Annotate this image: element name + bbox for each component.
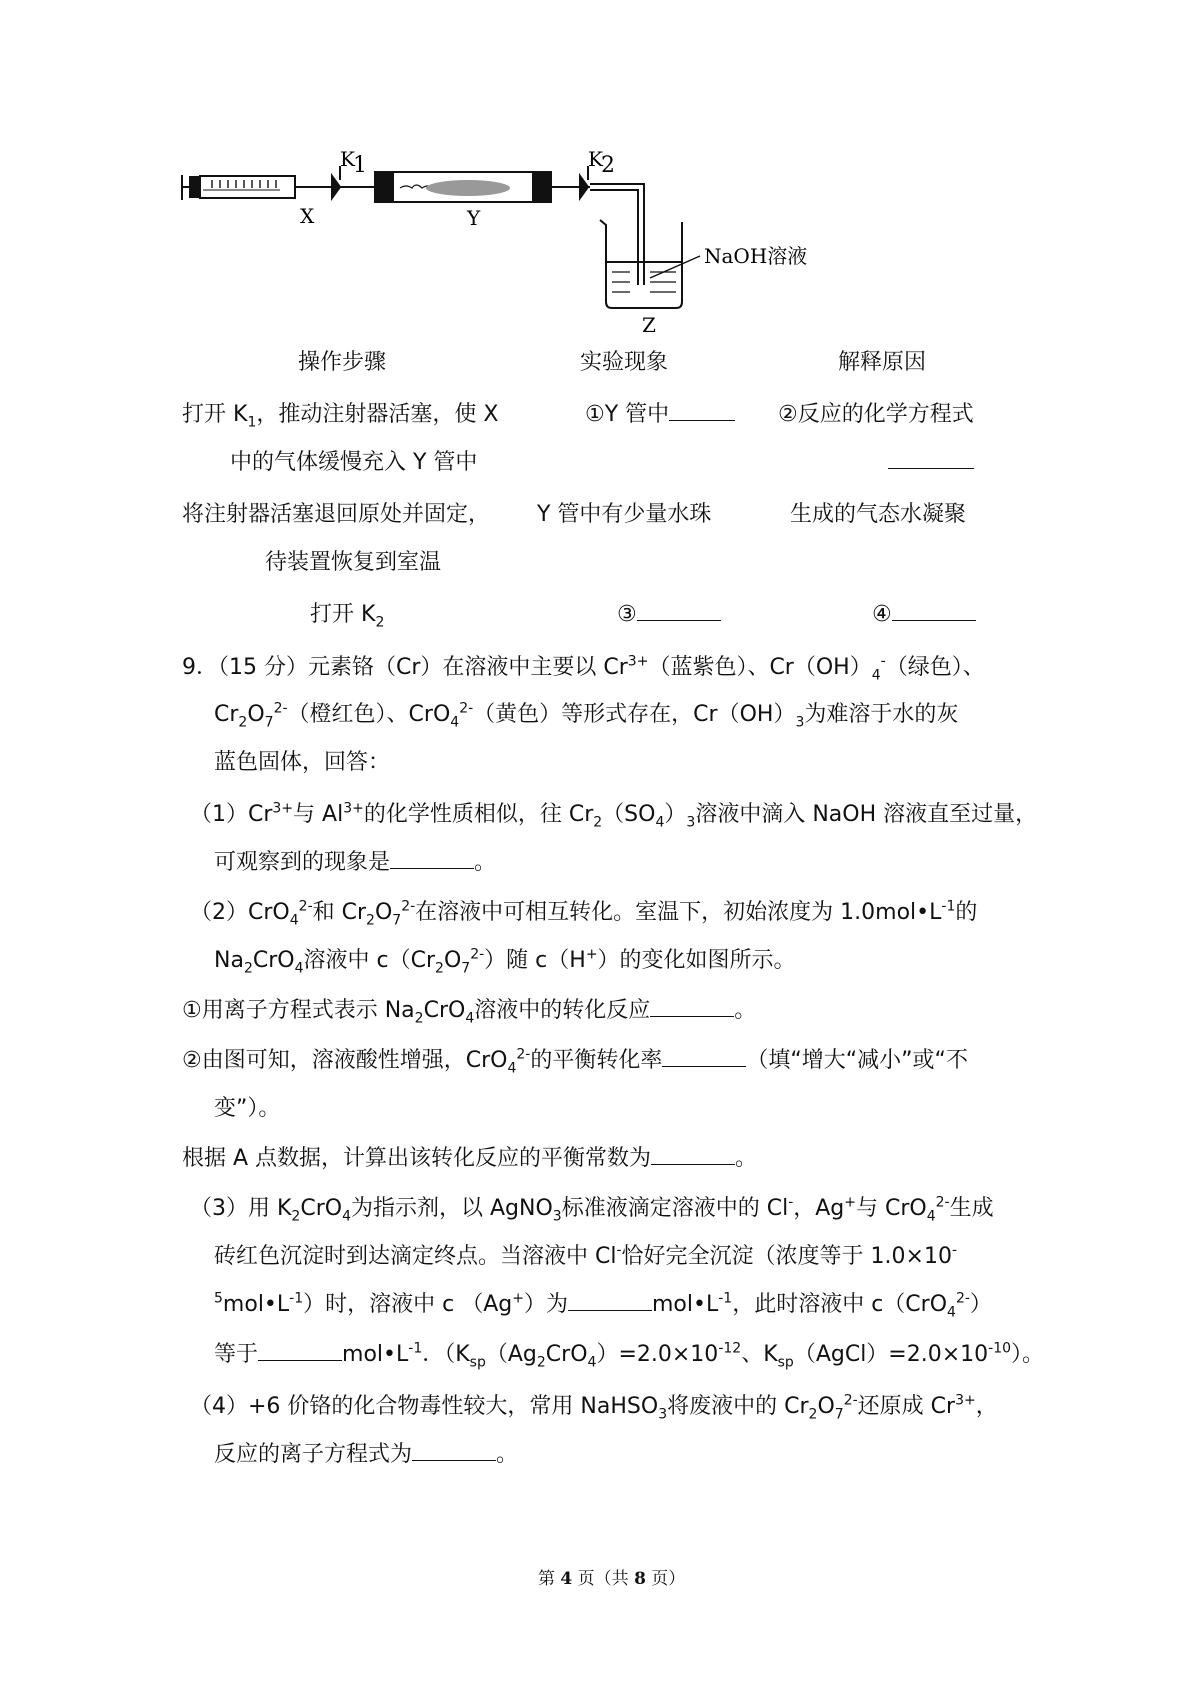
table-header-phenomenon: 实验现象 xyxy=(580,350,669,375)
row3-reason: ④ xyxy=(872,600,976,630)
apparatus-diagram xyxy=(0,0,1200,340)
row1-phenomenon: ①Y 管中 xyxy=(585,400,735,430)
valve-k2 xyxy=(580,166,588,198)
q9-part4: （4）+6 价铬的化合物毒性较大，常用 NaHSO$_3$将废液中的 $Cr_2O_7^{2-}$还原成 $Cr^{3+}$， xyxy=(190,1392,998,1423)
q9-part4-line2: 反应的离子方程式为 。 xyxy=(214,1442,519,1467)
row1-reason-blank xyxy=(888,448,974,478)
row3-operation: 打开 $K_2$ xyxy=(310,602,385,631)
q9-intro-line2: $Cr_2O_7^{2-}$（橙红色）、CrO$_4^{2-}$（黄色）等形式存在，$Cr(OH)_3$为难溶于水的灰 xyxy=(214,700,959,731)
outlet-tube xyxy=(590,184,644,285)
q9-part3-line2: 砖红色沉淀时到达滴定终点。当溶液中 Cl-恰好完全沉淀（浓度等于 1.0×10- xyxy=(214,1242,958,1269)
row1-reason: ②反应的化学方程式 xyxy=(778,402,974,427)
q9-part2-q3: 根据 A 点数据，计算出该转化反应的平衡常数为 。 xyxy=(182,1146,758,1171)
valve-k1 xyxy=(332,166,340,198)
tube-y xyxy=(340,172,590,202)
row1-operation-line2: 中的气体缓慢充入 Y 管中 xyxy=(230,450,478,475)
label-k1: K1 xyxy=(340,147,367,178)
q9-part2: （2）CrO$_4^{2-}$和 $Cr_2O_7^{2-}$在溶液中可相互转化。室温下，初始浓度为 $1.0mol•L^{-1}$的 xyxy=(190,898,978,929)
q9-intro-line1: 9．（15 分）元素铬（Cr）在溶液中主要以 $Cr^{3+}$（蓝紫色）、$Cr(OH)_4^-$（绿色）、 xyxy=(182,653,985,684)
q9-intro-line3: 蓝色固体，回答： xyxy=(214,750,391,775)
table-header-reason: 解释原因 xyxy=(838,350,927,375)
q9-part2-q2: ②由图可知，溶液酸性增强，CrO$_4^{2-}$的平衡转化率 （填“增大“减小”或“不 xyxy=(182,1046,968,1077)
q9-part1: $(1)Cr^{3+}$与 $Al^{3+}$的化学性质相似，往 $Cr_2(SO_4)_3$溶液中滴入 NaOH 溶液直至过量， xyxy=(190,800,1038,831)
row2-operation-line2: 待装置恢复到室温 xyxy=(265,550,442,575)
page-footer: 第 4 页（共 8 页） xyxy=(538,1569,686,1589)
label-naoh: NaOH溶液 xyxy=(704,244,808,268)
label-y: Y xyxy=(467,206,481,230)
q9-part3-line3: $^5mol•L^{-1}$）时，溶液中 c （Ag+）为 $mol•L^{-1}$，此时溶液中 c（CrO$_4^{2-}$） xyxy=(214,1290,992,1321)
q9-part3-line4: 等于 $mol•L^{-1}$．（$K_{sp}(Ag_2CrO_4)=2.0\times 10^{-12}$、$K_{sp}(AgCl)=2.0\times 10^{-10}$）。 xyxy=(214,1340,1045,1371)
row1-operation: 打开 $K_1$，推动注射器活塞，使 X xyxy=(182,402,499,431)
row2-phenomenon: Y 管中有少量水珠 xyxy=(537,502,712,527)
q9-part3: （3）用 $K_2CrO_4$为指示剂，以 AgNO$_3$标准液滴定溶液中的 Cl-，Ag+与 CrO$_4^{2-}$生成 xyxy=(190,1194,994,1225)
syringe-x xyxy=(182,175,340,200)
row2-operation: 将注射器活塞退回原处并固定， xyxy=(182,502,491,527)
label-z: Z xyxy=(642,313,656,337)
q9-part2-line2: $Na_2CrO_4$溶液中 $c(Cr_2O_7^{2-})$随 c（H+）的变化如图所示。 xyxy=(214,946,796,977)
table-header-operation: 操作步骤 xyxy=(298,350,387,375)
row2-reason: 生成的气态水凝聚 xyxy=(790,502,967,527)
beaker-z xyxy=(600,220,700,308)
label-k2: K2 xyxy=(588,147,615,178)
row3-phenomenon: ③ xyxy=(617,600,721,630)
q9-part2-q1: ①用离子方程式表示 $Na_2CrO_4$溶液中的转化反应 。 xyxy=(182,998,757,1027)
label-x: X xyxy=(300,204,315,228)
q9-part1-line2: 可观察到的现象是 。 xyxy=(214,850,497,875)
q9-part2-q2-line2: 变”）。 xyxy=(214,1096,281,1121)
